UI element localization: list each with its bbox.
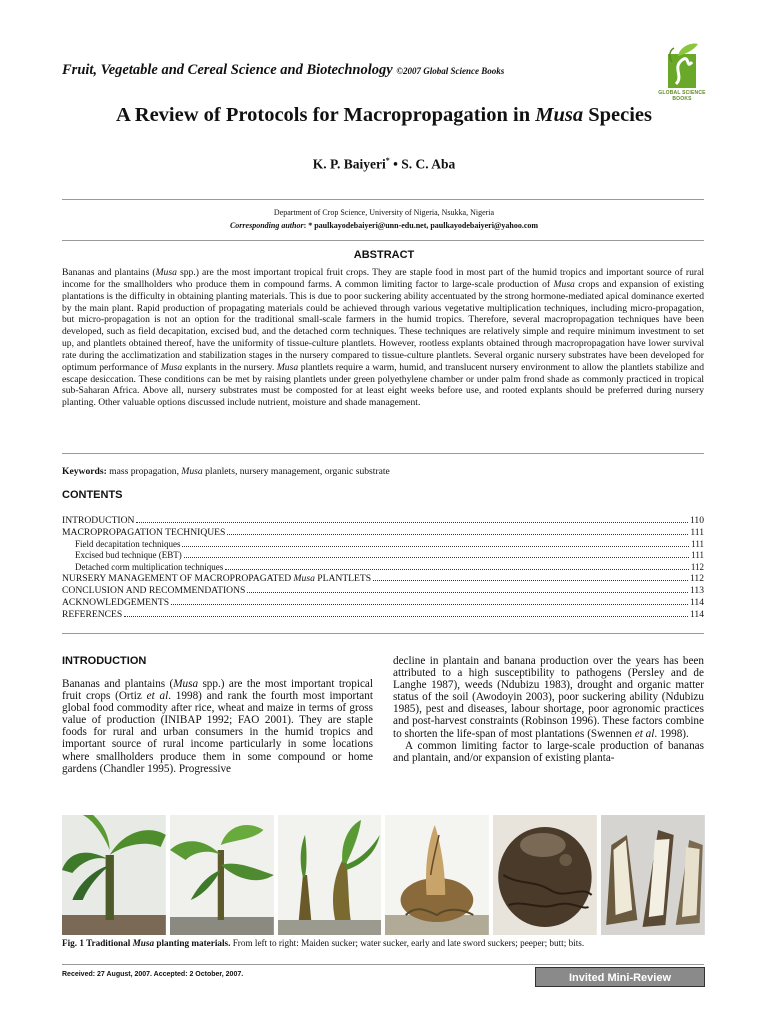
journal-header <box>62 62 504 79</box>
toc-item-introduction[interactable]: INTRODUCTION 110 <box>62 515 704 526</box>
introduction-heading: INTRODUCTION <box>62 655 147 667</box>
figure-photos <box>62 815 705 935</box>
toc-item-references[interactable]: REFERENCES 114 <box>62 609 704 621</box>
water-sucker-photo <box>170 815 274 935</box>
keywords: Keywords: mass propagation, Musa planlets, nursery management, organic substrate <box>62 466 390 477</box>
maiden-sucker-photo <box>62 815 166 935</box>
abstract-body: Bananas and plantains (Musa spp.) are the most important tropical fruit crops. They are staple food in most part of the humid tropics and important source of rural income for the smallholders who produce them in compound farms. A common limiting factor to large-scale production of Musa crops and expansion of existing plantations is the difficulty in obtaining planting materials. This is due to poor suckering ability accentuated by the strong hormone-mediated apical dominance exerted by the main plant. Rapid production of propagating materials could be achieved through various vegetative multiplication techniques, including micro-propagation, but micro-propagation is not an option for the traditional small-scale farmers in the humid tropics. Therefore, several macropropagation techniques have been developed, such as field decapitation, excised bud, and the detached corm techniques. These techniques are relatively simple and require minimum investment to set up, and plantlets obtained thereof, have the uniformity of tissue-culture plantlets. However, rootless explants obtained through macropropagation have lower survival rate during the acclimatization and stabilization stages in the nursery compared to tissue-culture plantlets. Several organic nursery substrates have been developed for optimum performance of Musa explants in the nursery. Musa plantlets require a warm, humid, and translucent nursery environment to allow the plantlets stabilize and escape desiccation. These conditions can be met by raising plantlets under green polyethylene chamber or under palm frond shade as commonly practiced in tropical sub-Saharan Africa. Above all, nursery substrates must be composted for at least eight weeks before use, and rooted explants should be preferred during nursery planting. Other valuable options discussed include nutrient, moisture and shade management. <box>62 267 704 409</box>
figure-caption: Fig. 1 Traditional Musa planting materials. From left to right: Maiden sucker; water sucker, early and late sword suckers; peeper; butt; bits. <box>62 938 585 948</box>
divider <box>62 453 704 454</box>
toc-item-excised-bud[interactable]: Excised bud technique (EBT) 111 <box>75 550 704 561</box>
journal-copyright: ©2007 Global Science Books <box>396 66 505 76</box>
divider <box>62 633 704 634</box>
toc-item-acknowledgements[interactable]: ACKNOWLEDGEMENTS 114 <box>62 597 704 609</box>
publisher-logo-text: GLOBAL SCIENCE BOOKS <box>658 90 706 102</box>
received-dates: Received: 27 August, 2007. Accepted: 2 October, 2007. <box>62 971 244 978</box>
article-type-badge: Invited Mini-Review <box>535 967 705 987</box>
introduction-column-2: decline in plantain and banana production over the years has been attributed to a high susceptibility to pathogens (Persley and de Langhe 1987), weeds (Ndubizu 1983), drought and organic matter status of the soil (Awodoyin 2003), poor suckering ability (Ndubizu 1985), pest and diseases, labour shortage, poor agronomic practices and post-harvest constraints (Robinson 1996). These factors combine to shorten the life-span of most plantations (Swennen et al. 1998). A common limiting factor to large-scale production of bananas and plantain, and/or expansion of existing planta- <box>393 655 704 764</box>
journal-name: Fruit, Vegetable and Cereal Science and Biotechnology <box>62 62 393 78</box>
divider <box>62 964 704 965</box>
toc-item-detached-corm[interactable]: Detached corm multiplication techniques 112 <box>75 561 704 572</box>
butt-photo <box>493 815 597 935</box>
toc-item-macropropagation[interactable]: MACROPROPAGATION TECHNIQUES 111 <box>62 527 704 538</box>
toc-item-nursery-management[interactable]: NURSERY MANAGEMENT OF MACROPROPAGATED Musa PLANTLETS 112 <box>62 573 704 585</box>
authors: K. P. Baiyeri* • S. C. Aba <box>312 156 456 172</box>
sword-suckers-photo <box>278 815 382 935</box>
abstract-heading: ABSTRACT <box>353 249 415 261</box>
paper-title: A Review of Protocols for Macropropagation in Musa Species <box>115 104 653 126</box>
peeper-photo <box>385 815 489 935</box>
introduction-column-1: Bananas and plantains (Musa spp.) are the most important tropical fruit crops (Ortiz et al. 1998) and rank the fourth most important global food commodity after rice, wheat and maize in terms of gross value of production (INIBAP 1992; FAO 2001). They are staple foods for rural and urban consumers in the humid tropics and important source of rural income particularly in some locations where smallholders produce them in some compound or home gardens (Chandler 1995). Progressive <box>62 678 373 775</box>
table-of-contents <box>62 515 704 621</box>
divider <box>62 240 704 241</box>
contents-heading: CONTENTS <box>62 489 123 501</box>
toc-item-field-decapitation[interactable]: Field decapitation techniques 111 <box>75 539 704 549</box>
divider <box>62 199 704 200</box>
corresponding-author: Corresponding author: * paulkayodebaiyeri@unn-edu.net, paulkayodebaiyeri@yahoo.com <box>229 221 539 230</box>
toc-item-conclusion[interactable]: CONCLUSION AND RECOMMENDATIONS 113 <box>62 585 704 597</box>
bits-photo <box>601 815 705 935</box>
affiliation: Department of Crop Science, University of Nigeria, Nsukka, Nigeria <box>273 208 495 217</box>
